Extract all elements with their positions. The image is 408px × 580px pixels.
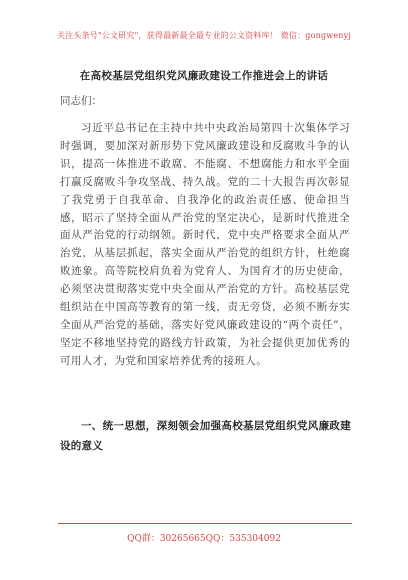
- header-banner: 关注头条号"公文研究"，获得最新最全最专业的公文资料库！ 微信：gongwenyj: [56, 31, 352, 40]
- footer-contact: [0, 531, 408, 544]
- document-title: 在高校基层党组织党风廉政建设工作推进会上的讲话: [79, 70, 329, 82]
- section-heading: 一、统一思想，深刻领会加强高校基层党组织党风廉政建设的意义: [60, 420, 351, 452]
- footer-qq-group: QQ群：30265665: [127, 534, 206, 544]
- body-paragraph: 习近平总书记在主持中共中央政治局第四十次集体学习时强调，要加深对新形势下党风廉政建设和反腐败斗争的认识，提高一体推进不敢腐、不能腐、不想腐能力和水平全面打赢反腐败斗争攻坚战、持久战。党的二十大报告再次彰显了我党勇于自我革命、自我净化的政治责任感、使命担当感，昭示了坚持全面从严治党的坚定决心，是新时代推进全面从严治党的行动纲领。新时代，党中央严格要求全面从严治党，从基层抓起，落实全面从严治党的组织方针，杜绝腐败迹象。高等院校肩负着为党育人、为国育才的历史使命，必须坚决贯彻落实党中央全面从严治党的方针。高校基层党组织站在中国高等教育的第一线，责无旁贷，必须不断夯实全面从严治党的基础，落实好党风廉政建设的“两个责任”，坚定不移地坚持党的路线方针政策，为社会提供更加优秀的可用人才，为党和国家培养优秀的接班人。: [60, 122, 350, 367]
- footer-qq-number: QQ：535304092: [205, 534, 281, 544]
- footer-divider: [58, 523, 352, 524]
- salutation: 同志们：: [60, 95, 102, 107]
